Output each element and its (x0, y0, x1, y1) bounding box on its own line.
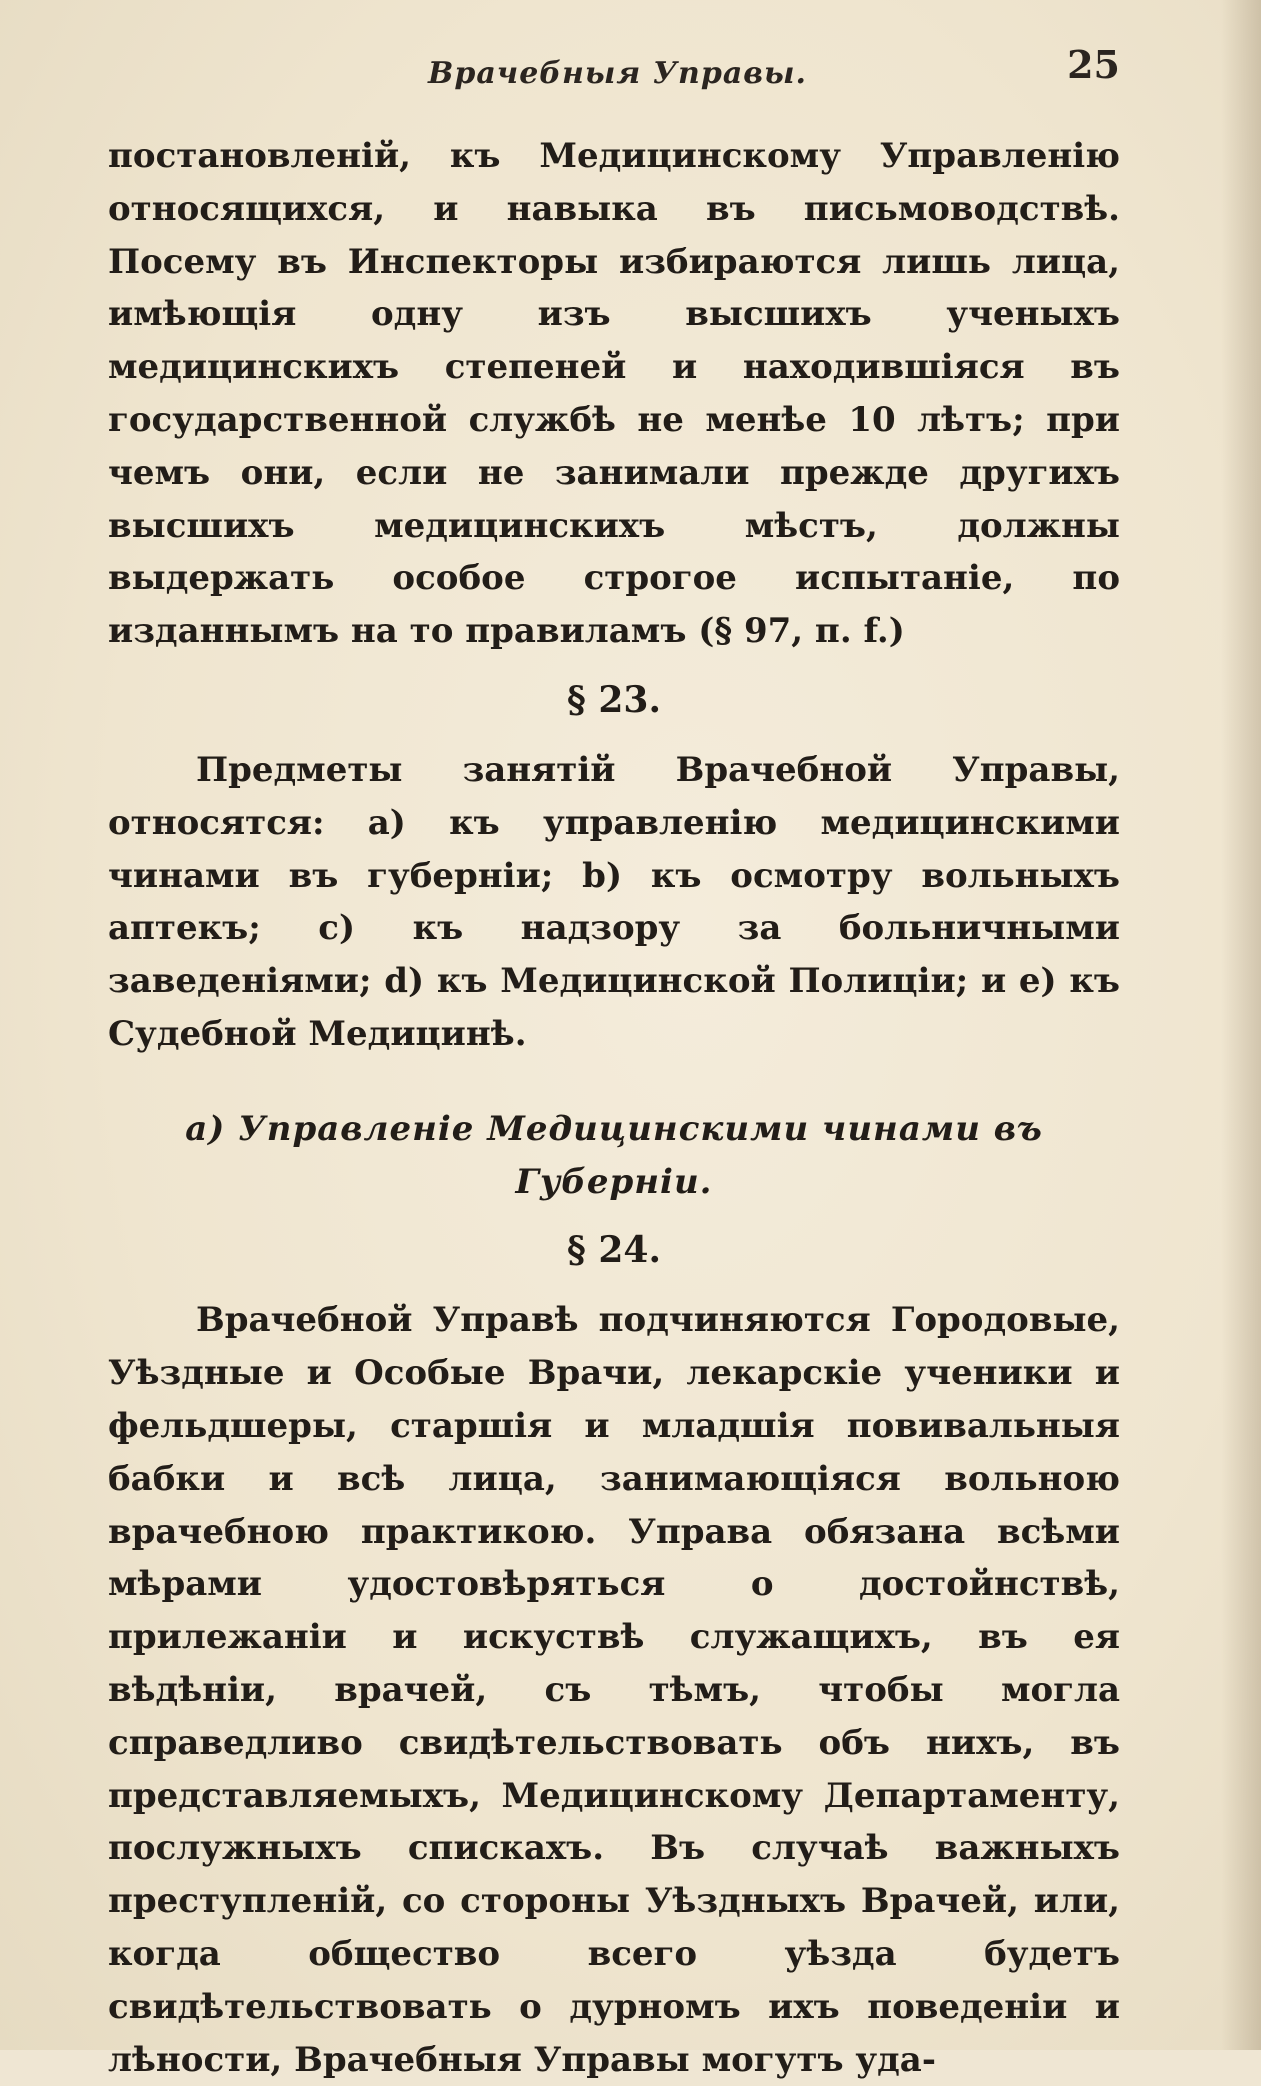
paragraph-continuation: постановленій, къ Медицинскому Управленію относящихся, и навыка въ письмоводствѣ. Посему въ Инспекторы избираются лишь лица, имѣющія одну изъ высшихъ ученыхъ медицинскихъ степеней и находившіяся въ государственной службѣ не менѣе 10 лѣтъ; при чемъ они, если не занимали прежде другихъ высшихъ медицинскихъ мѣстъ, должны выдержать особое строгое испытаніе, по изданнымъ на то правиламъ (§ 97, п. f.) (108, 136, 1120, 652)
page-number: 25 (1067, 42, 1120, 87)
paragraph-section-24: Врачебной Управѣ подчиняются Городовые, Уѣздные и Особые Врачи, лекарскіе ученики и фельдшеры, старшія и младшія повивальныя бабки и всѣ лица, занимающіяся вольною врачебною практикою. Управа обязана всѣми мѣрами удостовѣряться о достойнствѣ, прилежаніи и искуствѣ служащихъ, въ ея вѣдѣніи, врачей, съ тѣмъ, чтобы могла справедливо свидѣтельствовать объ нихъ, въ представляемыхъ, Медицинскому Департаменту, послужныхъ спискахъ. Въ случаѣ важныхъ преступленій, со стороны Уѣздныхъ Врачей, или, когда общество всего уѣзда будетъ свидѣтельствовать о дурномъ ихъ поведеніи и лѣности, Врачебныя Управы могутъ уда- (108, 1300, 1120, 2080)
section-heading-23: § 23. (567, 678, 661, 721)
page-header (110, 38, 1120, 98)
subheading: a) Управленіе Медицинскими чинами въ Губерніи. (185, 1108, 1043, 1202)
page-edge-shadow (1221, 0, 1261, 2050)
running-head: Врачебныя Управы. (428, 56, 807, 91)
body-text (108, 130, 1120, 2086)
section-heading-24: § 24. (567, 1229, 661, 1272)
paragraph-section-23: Предметы занятій Врачебной Управы, относятся: a) къ управленію медицинскими чинами въ губерніи; b) къ осмотру вольныхъ аптекъ; c) къ надзору за больничными заведеніями; d) къ Медицинской Полиціи; и e) къ Судебной Медицинѣ. (108, 749, 1120, 1054)
